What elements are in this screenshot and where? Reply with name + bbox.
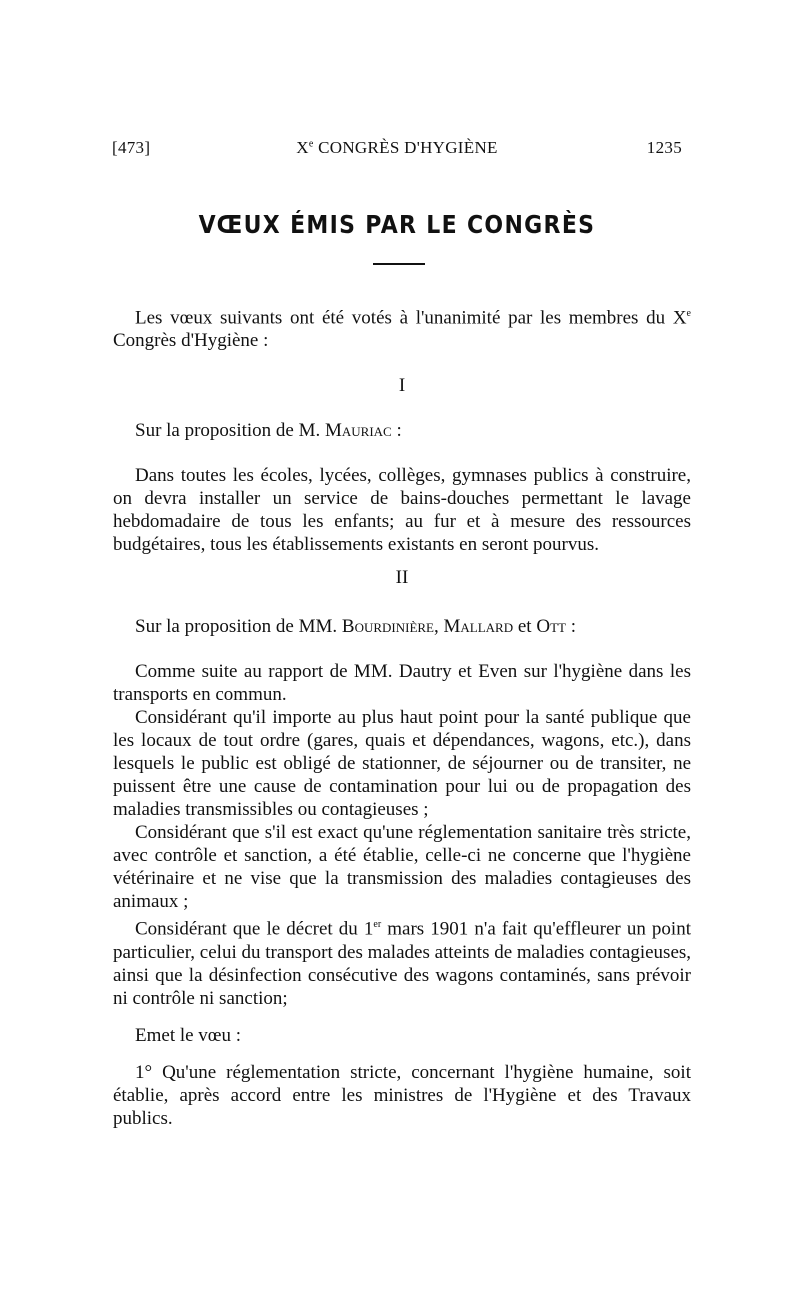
page-number: 1235 (646, 138, 682, 157)
emet-le-voeu: Emet le vœu : (135, 1024, 242, 1046)
section2-proposer-2: Mallard (443, 616, 514, 638)
intro-text-end: Congrès d'Hygiène : (113, 330, 269, 352)
section-numeral-1: I (398, 375, 406, 397)
intro-sup: e (686, 308, 691, 319)
section1-proposition-prefix: Sur la proposition de M. (135, 420, 325, 442)
page-ref: [473] (112, 138, 151, 157)
section2-proposer-3: Ott (536, 616, 566, 638)
section2-para-2: Considérant qu'il importe au plus haut point pour la santé publique que les locaux de tout ordre (gares, quais et dépendances, wagons, etc.), dans lesquels le public est obligé de stationner, de séjourner ou de transiter, ne puissent être une cause de contamination pour lui ou de propagation des maladies transmissibles ou contagieuses ; (113, 707, 691, 821)
section2-para-4-text: Considérant que le décret du 1 (135, 918, 374, 940)
document-body (113, 302, 691, 1130)
section2-proposition-prefix: Sur la proposition de MM. (135, 616, 342, 638)
section2-para-4 (113, 913, 691, 1009)
intro-text: Les vœux suivants ont été votés à l'unanimité par les membres du X (135, 307, 687, 329)
page-title: VŒUX ÉMIS PAR LE CONGRÈS (198, 210, 596, 239)
section2-sep-2: et (513, 616, 537, 638)
running-header (112, 138, 682, 162)
section1-proposer: Mauriac (325, 420, 392, 442)
section2-sep-1: , (434, 616, 444, 638)
section2-proposition (113, 615, 691, 638)
section2-proposer-1: Bourdinière (341, 616, 434, 638)
running-title-prefix: X (296, 138, 309, 157)
section2-para-1: Comme suite au rapport de MM. Dautry et Even sur l'hygiène dans les transports en commun. (113, 661, 691, 706)
running-title-rest: CONGRÈS D'HYGIÈNE (313, 138, 498, 157)
title-rule (373, 263, 425, 265)
section2-para-4-text-end: mars 1901 n'a fait qu'effleurer un point particulier, celui du transport des malades atteints de maladies contagieuses, ainsi que la désinfection consécutive des wagons contaminés, sans prévoir ni contrôle ni sanction; (113, 918, 692, 1009)
section1-text: Dans toutes les écoles, lycées, collèges, gymnases publics à construire, on devra installer un service de bains-douches permettant le lavage hebdomadaire de tous les enfants; au fur et à mesure des ressources budgétaires, tous les établissements existants en seront pourvus. (113, 465, 691, 556)
section2-para-3: Considérant que s'il est exact qu'une réglementation sanitaire très stricte, avec contrôle et sanction, a été établie, celle-ci ne concerne que l'hygiène vétérinaire et ne vise que la transmission des maladies contagieuses des animaux ; (113, 822, 691, 913)
voeu-item-1: 1° Qu'une réglementation stricte, concernant l'hygiène humaine, soit établie, après accord entre les ministres de l'Hygiène et des Travaux publics. (113, 1061, 691, 1129)
running-title-sup: e (308, 138, 314, 150)
section-numeral-2: II (395, 567, 409, 589)
section1-proposition-suffix: : (391, 420, 402, 442)
running-title (112, 138, 682, 158)
section2-para-4-sup: er (373, 919, 382, 931)
intro-paragraph (113, 302, 691, 352)
section1-proposition (113, 419, 691, 442)
section2-proposition-suffix: : (565, 616, 576, 638)
